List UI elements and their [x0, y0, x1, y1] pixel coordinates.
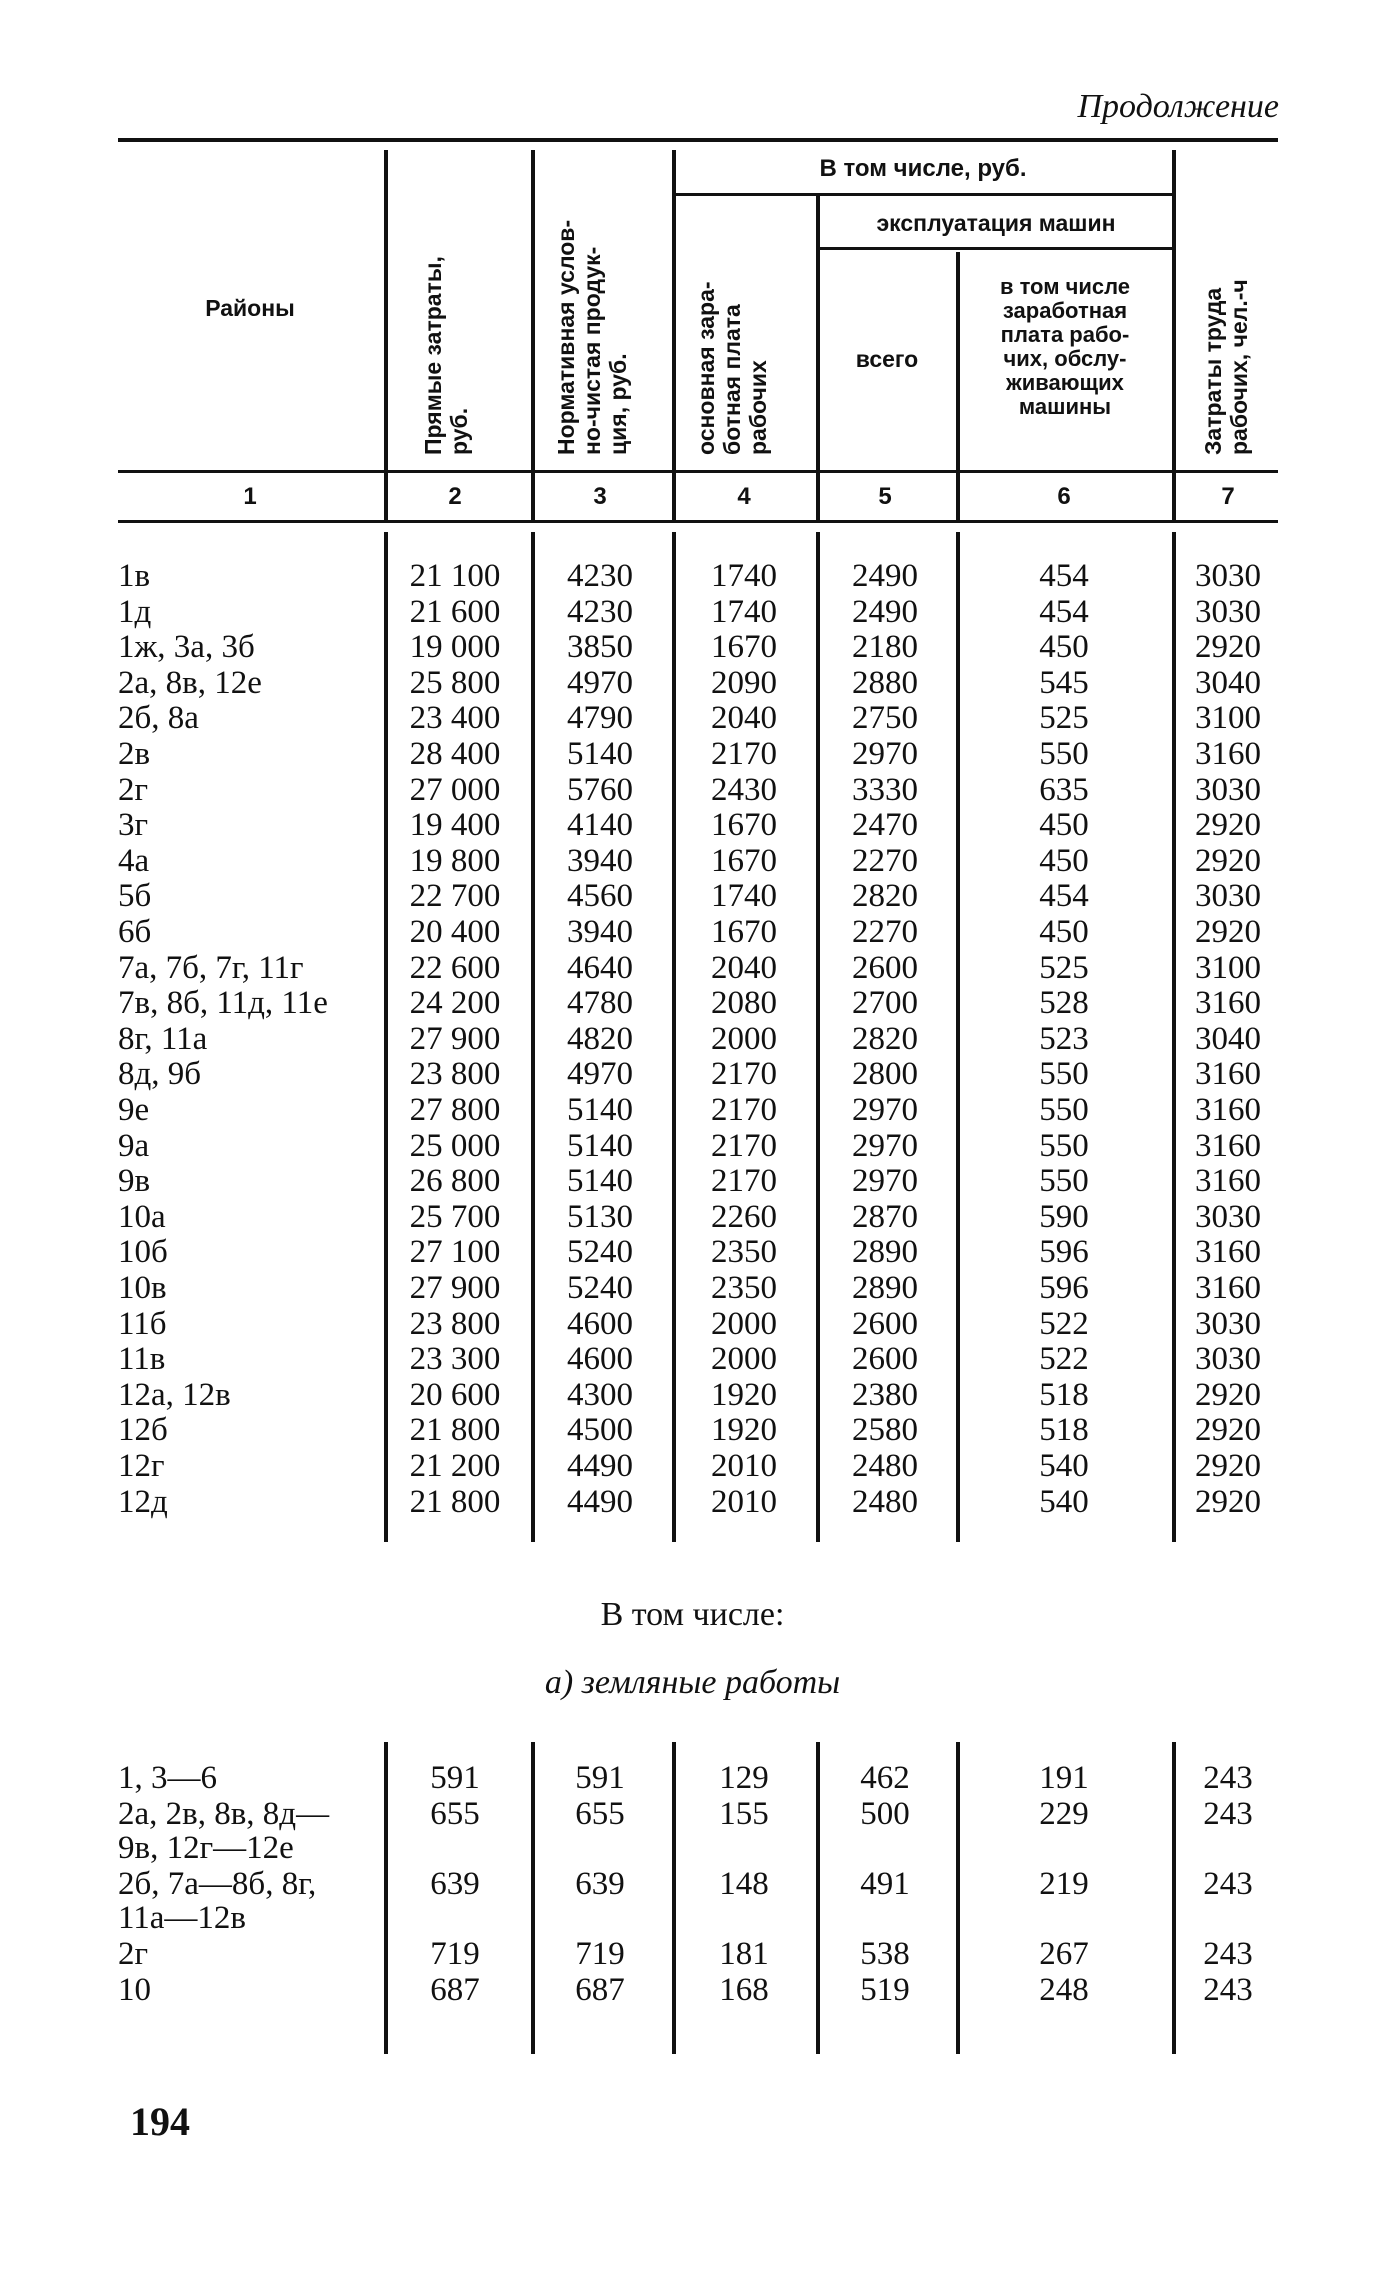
value-cell: 3160: [1195, 1056, 1261, 1093]
value-cell: 1920: [711, 1412, 777, 1449]
region-cell: 12б: [118, 1412, 168, 1449]
value-cell: 155: [719, 1796, 769, 1832]
value-cell: 2970: [852, 1163, 918, 1200]
value-cell: 23 300: [409, 1341, 501, 1378]
value-cell: 2890: [852, 1234, 918, 1271]
value-cell: 1920: [711, 1376, 777, 1413]
value-cell: 2170: [711, 1127, 777, 1164]
colnum-bottom-rule: [118, 520, 1278, 523]
value-cell: 528: [1039, 985, 1089, 1022]
value-cell: 450: [1039, 842, 1089, 879]
value-cell: 3850: [567, 629, 633, 666]
value-cell: 181: [719, 1936, 769, 1972]
header-machine-operation: эксплуатация машин: [876, 210, 1116, 236]
value-cell: 540: [1039, 1483, 1089, 1520]
table-row: [0, 700, 1385, 736]
value-cell: 22 700: [409, 878, 501, 915]
value-cell: 550: [1039, 1092, 1089, 1128]
header-labor-costs: Затраты труда рабочих, чел.-ч: [1200, 279, 1252, 455]
earthworks-row: [0, 1760, 1385, 1796]
region-cell: 1, 3—6: [118, 1760, 217, 1796]
value-cell: 3030: [1195, 878, 1261, 915]
header-vline-3: [672, 150, 676, 520]
value-cell: 219: [1039, 1866, 1089, 1902]
value-cell: 639: [430, 1866, 480, 1902]
value-cell: 1670: [711, 914, 777, 950]
value-cell: 2040: [711, 700, 777, 737]
value-cell: 2090: [711, 664, 777, 701]
value-cell: 23 400: [409, 700, 501, 737]
including-title: В том числе:: [600, 1596, 785, 1633]
region-cell: 2б, 8а: [118, 700, 199, 737]
page-number: 194: [130, 2099, 190, 2144]
value-cell: 3160: [1195, 736, 1261, 772]
value-cell: 3030: [1195, 1198, 1261, 1235]
value-cell: 454: [1039, 878, 1089, 915]
value-cell: 3030: [1195, 593, 1261, 630]
value-cell: 3040: [1195, 1020, 1261, 1057]
value-cell: 4230: [567, 593, 633, 630]
region-cell: 2г: [118, 771, 149, 808]
value-cell: 3160: [1195, 1163, 1261, 1200]
value-cell: 21 800: [409, 1483, 501, 1520]
colnum-6: 6: [1057, 483, 1071, 510]
table-row: [0, 1234, 1385, 1270]
table-row: [0, 558, 1385, 594]
value-cell: 2600: [852, 1341, 918, 1378]
value-cell: 2920: [1195, 629, 1261, 666]
value-cell: 655: [430, 1796, 480, 1832]
value-cell: 719: [575, 1936, 625, 1972]
value-cell: 3030: [1195, 558, 1261, 594]
region-cell: 2б, 7а—8б, 8г,: [118, 1866, 317, 1902]
value-cell: 4970: [567, 1056, 633, 1093]
colnum-7: 7: [1221, 483, 1235, 510]
value-cell: 719: [430, 1936, 480, 1972]
value-cell: 4790: [567, 700, 633, 737]
value-cell: 2040: [711, 949, 777, 986]
value-cell: 5240: [567, 1234, 633, 1271]
table-row: [0, 878, 1385, 914]
value-cell: 1670: [711, 629, 777, 666]
region-cell: 8г, 11а: [118, 1020, 208, 1057]
value-cell: 2820: [852, 878, 918, 915]
value-cell: 28 400: [409, 736, 501, 772]
value-cell: 2270: [852, 842, 918, 879]
value-cell: 129: [719, 1760, 769, 1796]
value-cell: 243: [1203, 1866, 1253, 1902]
value-cell: 2880: [852, 664, 918, 701]
value-cell: 550: [1039, 1163, 1089, 1200]
value-cell: 2480: [852, 1448, 918, 1484]
value-cell: 550: [1039, 1127, 1089, 1164]
value-cell: 3040: [1195, 664, 1261, 701]
value-cell: 2970: [852, 1127, 918, 1164]
value-cell: 2000: [711, 1020, 777, 1057]
value-cell: 243: [1203, 1760, 1253, 1796]
value-cell: 519: [860, 1972, 910, 2008]
value-cell: 26 800: [409, 1163, 501, 1200]
value-cell: 2480: [852, 1483, 918, 1520]
value-cell: 2920: [1195, 1376, 1261, 1413]
value-cell: 3160: [1195, 985, 1261, 1022]
region-cell: 12а, 12в: [118, 1376, 231, 1413]
value-cell: 591: [575, 1760, 625, 1796]
table-row: [0, 1163, 1385, 1199]
value-cell: 596: [1039, 1234, 1089, 1271]
region-cell: 2а, 2в, 8в, 8д—: [118, 1796, 330, 1832]
header-bottom-rule: [118, 470, 1278, 473]
header-group-rub: В том числе, руб.: [819, 155, 1027, 182]
table-row: [0, 1306, 1385, 1342]
value-cell: 1740: [711, 593, 777, 630]
table-row: [0, 807, 1385, 843]
region-cell: 9в: [118, 1163, 151, 1200]
subgroup-rule: [818, 247, 1174, 250]
value-cell: 635: [1039, 771, 1089, 808]
value-cell: 2350: [711, 1270, 777, 1306]
value-cell: 19 800: [409, 842, 501, 879]
value-cell: 27 100: [409, 1234, 501, 1271]
colnum-1: 1: [243, 483, 257, 510]
value-cell: 655: [575, 1796, 625, 1832]
value-cell: 25 700: [409, 1198, 501, 1235]
table-row: [0, 772, 1385, 808]
region-cell: 10а: [118, 1198, 166, 1235]
value-cell: 522: [1039, 1341, 1089, 1378]
value-cell: 24 200: [409, 985, 501, 1022]
value-cell: 2470: [852, 807, 918, 844]
value-cell: 545: [1039, 664, 1089, 701]
value-cell: 2820: [852, 1020, 918, 1057]
value-cell: 5140: [567, 736, 633, 772]
value-cell: 2920: [1195, 807, 1261, 844]
value-cell: 2890: [852, 1270, 918, 1306]
table-row: [0, 1377, 1385, 1413]
region-cell: 4а: [118, 842, 150, 879]
table-row: [0, 736, 1385, 772]
value-cell: 1670: [711, 807, 777, 844]
header-regions: Районы: [205, 295, 295, 321]
value-cell: 19 000: [409, 629, 501, 666]
table-row: [0, 985, 1385, 1021]
region-cell: 11б: [118, 1305, 167, 1342]
value-cell: 550: [1039, 1056, 1089, 1093]
table-row: [0, 629, 1385, 665]
value-cell: 20 400: [409, 914, 501, 950]
value-cell: 25 000: [409, 1127, 501, 1164]
value-cell: 5240: [567, 1270, 633, 1306]
value-cell: 4230: [567, 558, 633, 594]
value-cell: 4560: [567, 878, 633, 915]
value-cell: 450: [1039, 807, 1089, 844]
value-cell: 2170: [711, 1163, 777, 1200]
value-cell: 243: [1203, 1972, 1253, 2008]
value-cell: 3100: [1195, 700, 1261, 737]
region-cell: 2в: [118, 736, 151, 772]
value-cell: 454: [1039, 558, 1089, 594]
value-cell: 21 600: [409, 593, 501, 630]
value-cell: 2970: [852, 736, 918, 772]
value-cell: 518: [1039, 1412, 1089, 1449]
value-cell: 3100: [1195, 949, 1261, 986]
value-cell: 450: [1039, 629, 1089, 666]
value-cell: 2750: [852, 700, 918, 737]
table-row: [0, 843, 1385, 879]
value-cell: 518: [1039, 1376, 1089, 1413]
value-cell: 3940: [567, 842, 633, 879]
value-cell: 2600: [852, 1305, 918, 1342]
value-cell: 2800: [852, 1056, 918, 1093]
region-cell: 2г: [118, 1936, 149, 1972]
table-row: [0, 1412, 1385, 1448]
header-vline-2: [531, 150, 535, 520]
value-cell: 1740: [711, 558, 777, 594]
value-cell: 525: [1039, 949, 1089, 986]
value-cell: 23 800: [409, 1056, 501, 1093]
value-cell: 4600: [567, 1341, 633, 1378]
value-cell: 5130: [567, 1198, 633, 1235]
value-cell: 2180: [852, 629, 918, 666]
table-row: [0, 1341, 1385, 1377]
value-cell: 3160: [1195, 1270, 1261, 1306]
value-cell: 3940: [567, 914, 633, 950]
value-cell: 229: [1039, 1796, 1089, 1832]
header-normative-production: Нормативная услов- но-чистая продук- ция, руб.: [553, 219, 631, 455]
value-cell: 538: [860, 1936, 910, 1972]
value-cell: 2580: [852, 1412, 918, 1449]
value-cell: 2080: [711, 985, 777, 1022]
value-cell: 4600: [567, 1305, 633, 1342]
value-cell: 2380: [852, 1376, 918, 1413]
value-cell: 491: [860, 1866, 910, 1902]
value-cell: 27 800: [409, 1092, 501, 1128]
value-cell: 4140: [567, 807, 633, 844]
group-rule: [674, 193, 1174, 196]
value-cell: 3160: [1195, 1092, 1261, 1128]
value-cell: 243: [1203, 1936, 1253, 1972]
value-cell: 591: [430, 1760, 480, 1796]
header-machine-wage: в том числе заработная плата рабо- чих, обслу- живающих машины: [999, 274, 1131, 419]
header-vline-1: [384, 150, 388, 520]
value-cell: 639: [575, 1866, 625, 1902]
region-cell: 1ж, 3а, 3б: [118, 629, 255, 666]
value-cell: 687: [575, 1972, 625, 2008]
header-base-wage: основная зара- ботная плата рабочих: [693, 281, 771, 455]
value-cell: 596: [1039, 1270, 1089, 1306]
value-cell: 2920: [1195, 1412, 1261, 1449]
value-cell: 2270: [852, 914, 918, 950]
table-row: [0, 1092, 1385, 1128]
value-cell: 4640: [567, 949, 633, 986]
value-cell: 2600: [852, 949, 918, 986]
table-row: [0, 1484, 1385, 1520]
value-cell: 523: [1039, 1020, 1089, 1057]
table-row: [0, 1021, 1385, 1057]
value-cell: 2170: [711, 1092, 777, 1128]
value-cell: 2970: [852, 1092, 918, 1128]
value-cell: 21 200: [409, 1448, 501, 1484]
region-cell: 10: [118, 1972, 151, 2008]
region-cell: 2а, 8в, 12е: [118, 664, 262, 701]
value-cell: 687: [430, 1972, 480, 2008]
earthworks-row: [0, 1796, 1385, 1866]
value-cell: 462: [860, 1760, 910, 1796]
region-cell: 9а: [118, 1127, 150, 1164]
value-cell: 3030: [1195, 771, 1261, 808]
colnum-2: 2: [448, 483, 462, 510]
region-cell: 11в: [118, 1341, 166, 1378]
value-cell: 522: [1039, 1305, 1089, 1342]
value-cell: 2490: [852, 593, 918, 630]
table-row: [0, 1448, 1385, 1484]
region-cell: 1д: [118, 593, 152, 630]
header-total: всего: [855, 346, 919, 372]
region-cell: 7в, 8б, 11д, 11е: [118, 985, 328, 1022]
region-cell: 6б: [118, 914, 152, 950]
value-cell: 3030: [1195, 1341, 1261, 1378]
value-cell: 540: [1039, 1448, 1089, 1484]
region-cell: 12д: [118, 1483, 168, 1520]
header-vline-6: [1172, 150, 1176, 520]
value-cell: 2010: [711, 1483, 777, 1520]
value-cell: 20 600: [409, 1376, 501, 1413]
region-cell: 5б: [118, 878, 152, 915]
region-cell: 10в: [118, 1270, 167, 1306]
table-row: [0, 665, 1385, 701]
value-cell: 2870: [852, 1198, 918, 1235]
value-cell: 4490: [567, 1483, 633, 1520]
value-cell: 19 400: [409, 807, 501, 844]
value-cell: 2010: [711, 1448, 777, 1484]
table-row: [0, 594, 1385, 630]
value-cell: 2170: [711, 736, 777, 772]
value-cell: 21 800: [409, 1412, 501, 1449]
earthworks-row: [0, 1936, 1385, 1972]
region-cell: 7а, 7б, 7г, 11г: [118, 949, 304, 986]
value-cell: 22 600: [409, 949, 501, 986]
value-cell: 450: [1039, 914, 1089, 950]
top-rule: [118, 138, 1278, 142]
colnum-5: 5: [878, 483, 892, 510]
value-cell: 2920: [1195, 1448, 1261, 1484]
value-cell: 1670: [711, 842, 777, 879]
value-cell: 243: [1203, 1796, 1253, 1832]
continuation-label: Продолжение: [1077, 88, 1279, 125]
table-row: [0, 1056, 1385, 1092]
value-cell: 2000: [711, 1305, 777, 1342]
value-cell: 168: [719, 1972, 769, 2008]
value-cell: 525: [1039, 700, 1089, 737]
value-cell: 23 800: [409, 1305, 501, 1342]
value-cell: 550: [1039, 736, 1089, 772]
value-cell: 2000: [711, 1341, 777, 1378]
value-cell: 148: [719, 1866, 769, 1902]
region-cell: 11а—12в: [118, 1900, 247, 1936]
earthworks-row: [0, 1866, 1385, 1936]
value-cell: 27 000: [409, 771, 501, 808]
value-cell: 1740: [711, 878, 777, 915]
value-cell: 27 900: [409, 1270, 501, 1306]
value-cell: 21 100: [409, 558, 501, 594]
region-cell: 10б: [118, 1234, 168, 1271]
table-row: [0, 1270, 1385, 1306]
value-cell: 3330: [852, 771, 918, 808]
value-cell: 3160: [1195, 1234, 1261, 1271]
region-cell: 3г: [118, 807, 149, 844]
value-cell: 5760: [567, 771, 633, 808]
value-cell: 5140: [567, 1127, 633, 1164]
value-cell: 3160: [1195, 1127, 1261, 1164]
region-cell: 1в: [118, 558, 151, 594]
table-row: [0, 950, 1385, 986]
value-cell: 2260: [711, 1198, 777, 1235]
table-row: [0, 1128, 1385, 1164]
value-cell: 2920: [1195, 914, 1261, 950]
value-cell: 5140: [567, 1163, 633, 1200]
value-cell: 2920: [1195, 842, 1261, 879]
value-cell: 191: [1039, 1760, 1089, 1796]
value-cell: 4970: [567, 664, 633, 701]
region-cell: 9в, 12г—12е: [118, 1830, 294, 1866]
table-row: [0, 914, 1385, 950]
value-cell: 4500: [567, 1412, 633, 1449]
value-cell: 2430: [711, 771, 777, 808]
value-cell: 5140: [567, 1092, 633, 1128]
value-cell: 248: [1039, 1972, 1089, 2008]
value-cell: 454: [1039, 593, 1089, 630]
colnum-3: 3: [593, 483, 607, 510]
earthworks-row: [0, 1972, 1385, 2008]
table-row: [0, 1199, 1385, 1235]
region-cell: 12г: [118, 1448, 165, 1484]
region-cell: 8д, 9б: [118, 1056, 202, 1093]
value-cell: 4780: [567, 985, 633, 1022]
value-cell: 4300: [567, 1376, 633, 1413]
value-cell: 2920: [1195, 1483, 1261, 1520]
earthworks-title: а) земляные работы: [544, 1664, 841, 1701]
value-cell: 2490: [852, 558, 918, 594]
value-cell: 500: [860, 1796, 910, 1832]
value-cell: 4820: [567, 1020, 633, 1057]
value-cell: 267: [1039, 1936, 1089, 1972]
colnum-4: 4: [737, 483, 751, 510]
value-cell: 2350: [711, 1234, 777, 1271]
value-cell: 590: [1039, 1198, 1089, 1235]
value-cell: 27 900: [409, 1020, 501, 1057]
header-direct-costs: Прямые затраты, руб.: [420, 256, 472, 455]
value-cell: 4490: [567, 1448, 633, 1484]
value-cell: 2700: [852, 985, 918, 1022]
value-cell: 2170: [711, 1056, 777, 1093]
value-cell: 25 800: [409, 664, 501, 701]
region-cell: 9е: [118, 1092, 150, 1128]
value-cell: 3030: [1195, 1305, 1261, 1342]
